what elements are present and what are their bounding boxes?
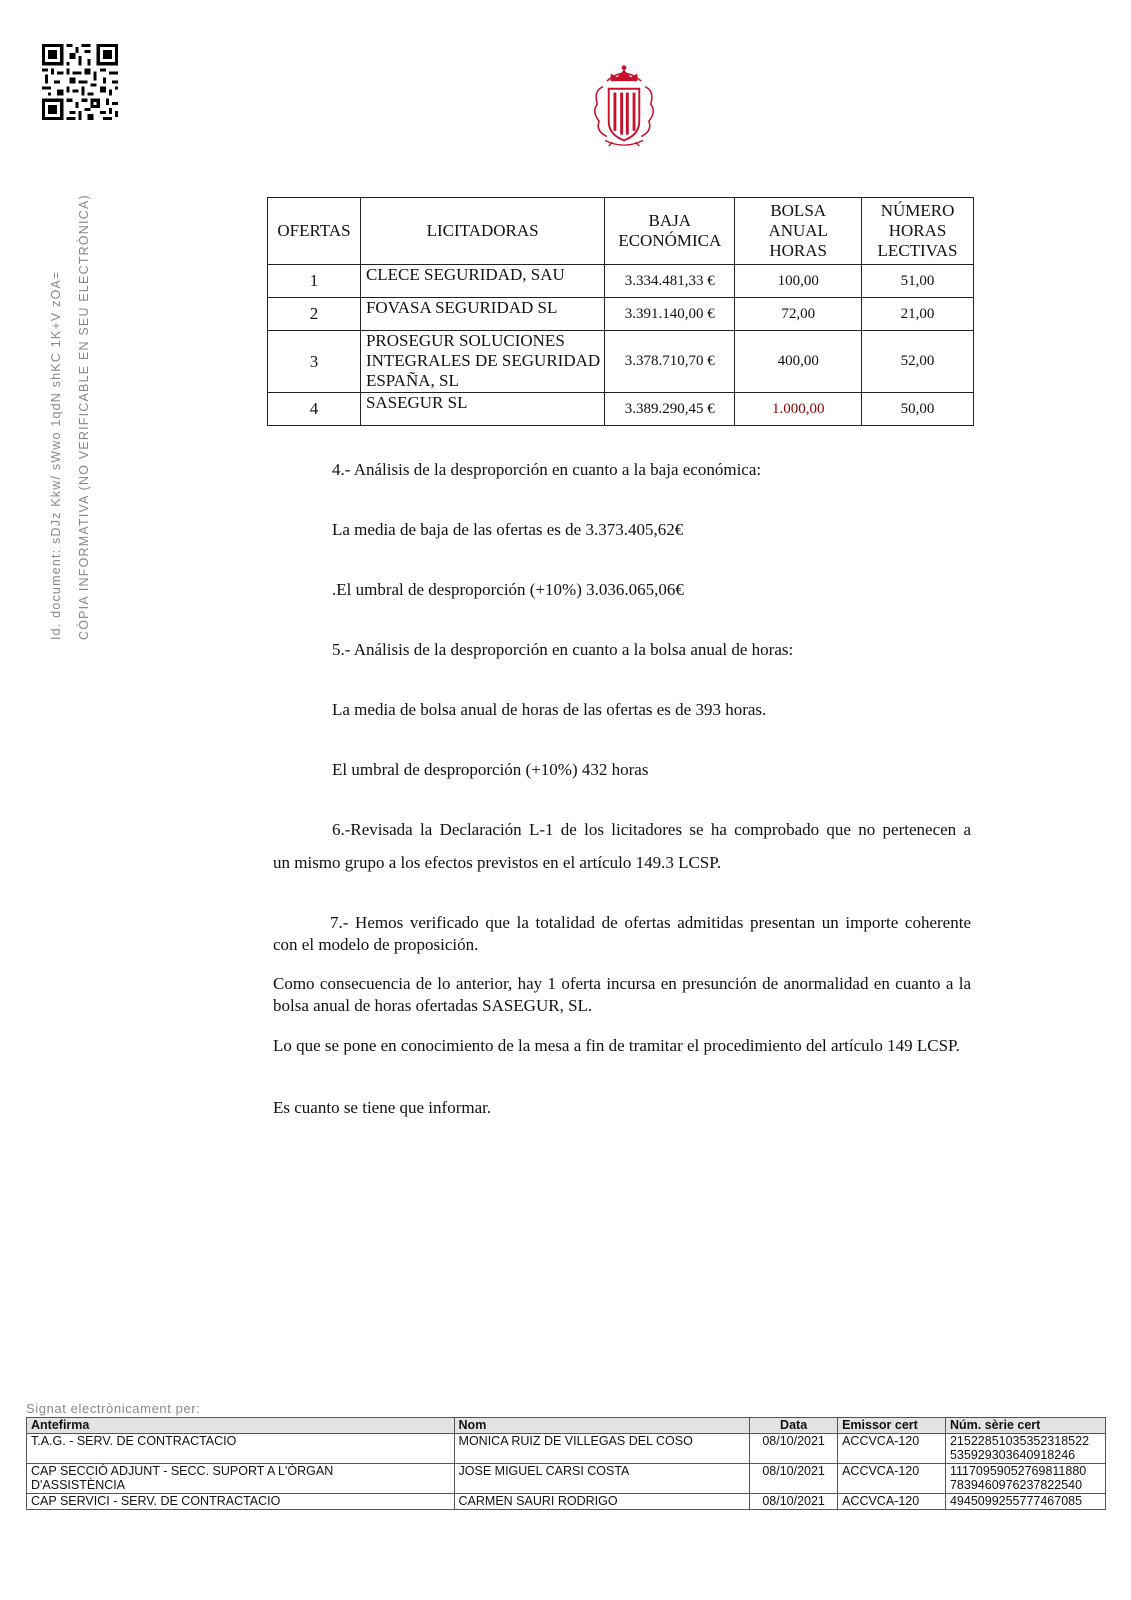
umbral-bolsa-text: El umbral de desproporción (+10%) 432 horas <box>332 760 649 779</box>
table-row <box>268 265 974 298</box>
oferta-number: 1 <box>268 265 361 298</box>
media-bolsa-text: La media de bolsa anual de horas de las ofertas es de 393 horas. <box>332 700 767 719</box>
antefirma-value: CAP SECCIÓ ADJUNT - SECC. SUPORT A L'ÒRGAN D'ASSISTÈNCIA <box>27 1464 455 1494</box>
licitadora-name: FOVASA SEGURIDAD SL <box>360 298 604 331</box>
emissor-value: ACCVCA-120 <box>838 1464 946 1494</box>
table-row <box>27 1464 1106 1494</box>
baja-economica-value: 3.391.140,00 € <box>605 298 735 331</box>
baja-economica-value: 3.389.290,45 € <box>605 393 735 426</box>
nom-value: MONICA RUIZ DE VILLEGAS DEL COSO <box>454 1434 750 1464</box>
section-7-text: 7.- Hemos verificado que la totalidad de ofertas admitidas presentan un importe coherente con el modelo de proposición. <box>273 913 971 954</box>
media-baja-text: La media de baja de las ofertas es de 3.373.405,62€ <box>332 520 684 539</box>
coat-of-arms-icon <box>585 62 663 148</box>
document-id-sidetext: Id. document: sDJz Kkw/ sWwo 1qdN shKC 1K+V zOA= <box>49 270 63 640</box>
table-row <box>268 393 974 426</box>
signature-caption: Signat electrònicament per: <box>26 1401 201 1416</box>
horas-lectivas-value: 52,00 <box>862 331 974 393</box>
section-5-heading: 5.- Análisis de la desproporción en cuanto a la bolsa anual de horas: <box>332 640 794 659</box>
header-nom: Nom <box>454 1418 750 1434</box>
baja-economica-value: 3.378.710,70 € <box>605 331 735 393</box>
licitadora-name: SASEGUR SL <box>360 393 604 426</box>
baja-economica-value: 3.334.481,33 € <box>605 265 735 298</box>
nom-value: JOSE MIGUEL CARSI COSTA <box>454 1464 750 1494</box>
horas-lectivas-value: 51,00 <box>862 265 974 298</box>
informative-copy-sidetext: CÒPIA INFORMATIVA (NO VERIFICABLE EN SEU ELECTRÒNICA) <box>77 194 91 640</box>
conclusion-text: Como consecuencia de lo anterior, hay 1 oferta incursa en presunción de anormalidad en cuanto a la bolsa anual de horas ofertadas SASEGUR, SL. <box>273 974 971 1015</box>
bolsa-anual-value: 100,00 <box>735 265 862 298</box>
signatures-header <box>27 1418 1106 1434</box>
data-value: 08/10/2021 <box>750 1464 838 1494</box>
bolsa-anual-value: 400,00 <box>735 331 862 393</box>
mesa-notice-text: Lo que se pone en conocimiento de la mesa a fin de tramitar el procedimiento del artículo 149 LCSP. <box>273 1036 960 1055</box>
header-licitadoras: LICITADORAS <box>360 198 604 265</box>
header-antefirma: Antefirma <box>27 1418 455 1434</box>
emissor-value: ACCVCA-120 <box>838 1434 946 1464</box>
offers-table <box>267 197 974 426</box>
serie-value: 11170959052769811880 7839460976237822540 <box>945 1464 1105 1494</box>
umbral-baja-text: .El umbral de desproporción (+10%) 3.036.065,06€ <box>332 580 684 599</box>
data-value: 08/10/2021 <box>750 1434 838 1464</box>
oferta-number: 2 <box>268 298 361 331</box>
antefirma-value: T.A.G. - SERV. DE CONTRACTACIO <box>27 1434 455 1464</box>
horas-lectivas-value: 50,00 <box>862 393 974 426</box>
table-row <box>268 298 974 331</box>
signatures-table <box>26 1417 1106 1510</box>
table-row <box>268 331 974 393</box>
section-6-line1: 6.-Revisada la Declaración L-1 de los licitadores se ha comprobado que no pertenecen a <box>332 820 971 839</box>
closing-text: Es cuanto se tiene que informar. <box>273 1098 492 1117</box>
antefirma-value: CAP SERVICI - SERV. DE CONTRACTACIO <box>27 1494 455 1510</box>
section-4-heading: 4.- Análisis de la desproporción en cuanto a la baja económica: <box>332 460 762 479</box>
header-bolsa-anual-horas: BOLSA ANUAL HORAS <box>735 198 862 265</box>
table-row <box>27 1494 1106 1510</box>
emissor-value: ACCVCA-120 <box>838 1494 946 1510</box>
header-emissor-cert: Emissor cert <box>838 1418 946 1434</box>
serie-value: 4945099255777467085 <box>945 1494 1105 1510</box>
bolsa-anual-value-highlighted: 1.000,00 <box>735 393 862 426</box>
section-6-line2: un mismo grupo a los efectos previstos en el artículo 149.3 LCSP. <box>273 853 722 872</box>
oferta-number: 4 <box>268 393 361 426</box>
header-baja-economica: BAJA ECONÓMICA <box>605 198 735 265</box>
qr-code-icon <box>42 44 118 120</box>
table-row <box>27 1434 1106 1464</box>
oferta-number: 3 <box>268 331 361 393</box>
data-value: 08/10/2021 <box>750 1494 838 1510</box>
header-numero-horas-lectivas: NÚMERO HORAS LECTIVAS <box>862 198 974 265</box>
horas-lectivas-value: 21,00 <box>862 298 974 331</box>
nom-value: CARMEN SAURI RODRIGO <box>454 1494 750 1510</box>
offers-table-header <box>268 198 974 265</box>
header-ofertas: OFERTAS <box>268 198 361 265</box>
header-num-serie-cert: Núm. sèrie cert <box>945 1418 1105 1434</box>
licitadora-name: CLECE SEGURIDAD, SAU <box>360 265 604 298</box>
header-data: Data <box>750 1418 838 1434</box>
serie-value: 21522851035352318522 535929303640918246 <box>945 1434 1105 1464</box>
licitadora-name: PROSEGUR SOLUCIONES INTEGRALES DE SEGURIDAD ESPAÑA, SL <box>360 331 604 393</box>
bolsa-anual-value: 72,00 <box>735 298 862 331</box>
